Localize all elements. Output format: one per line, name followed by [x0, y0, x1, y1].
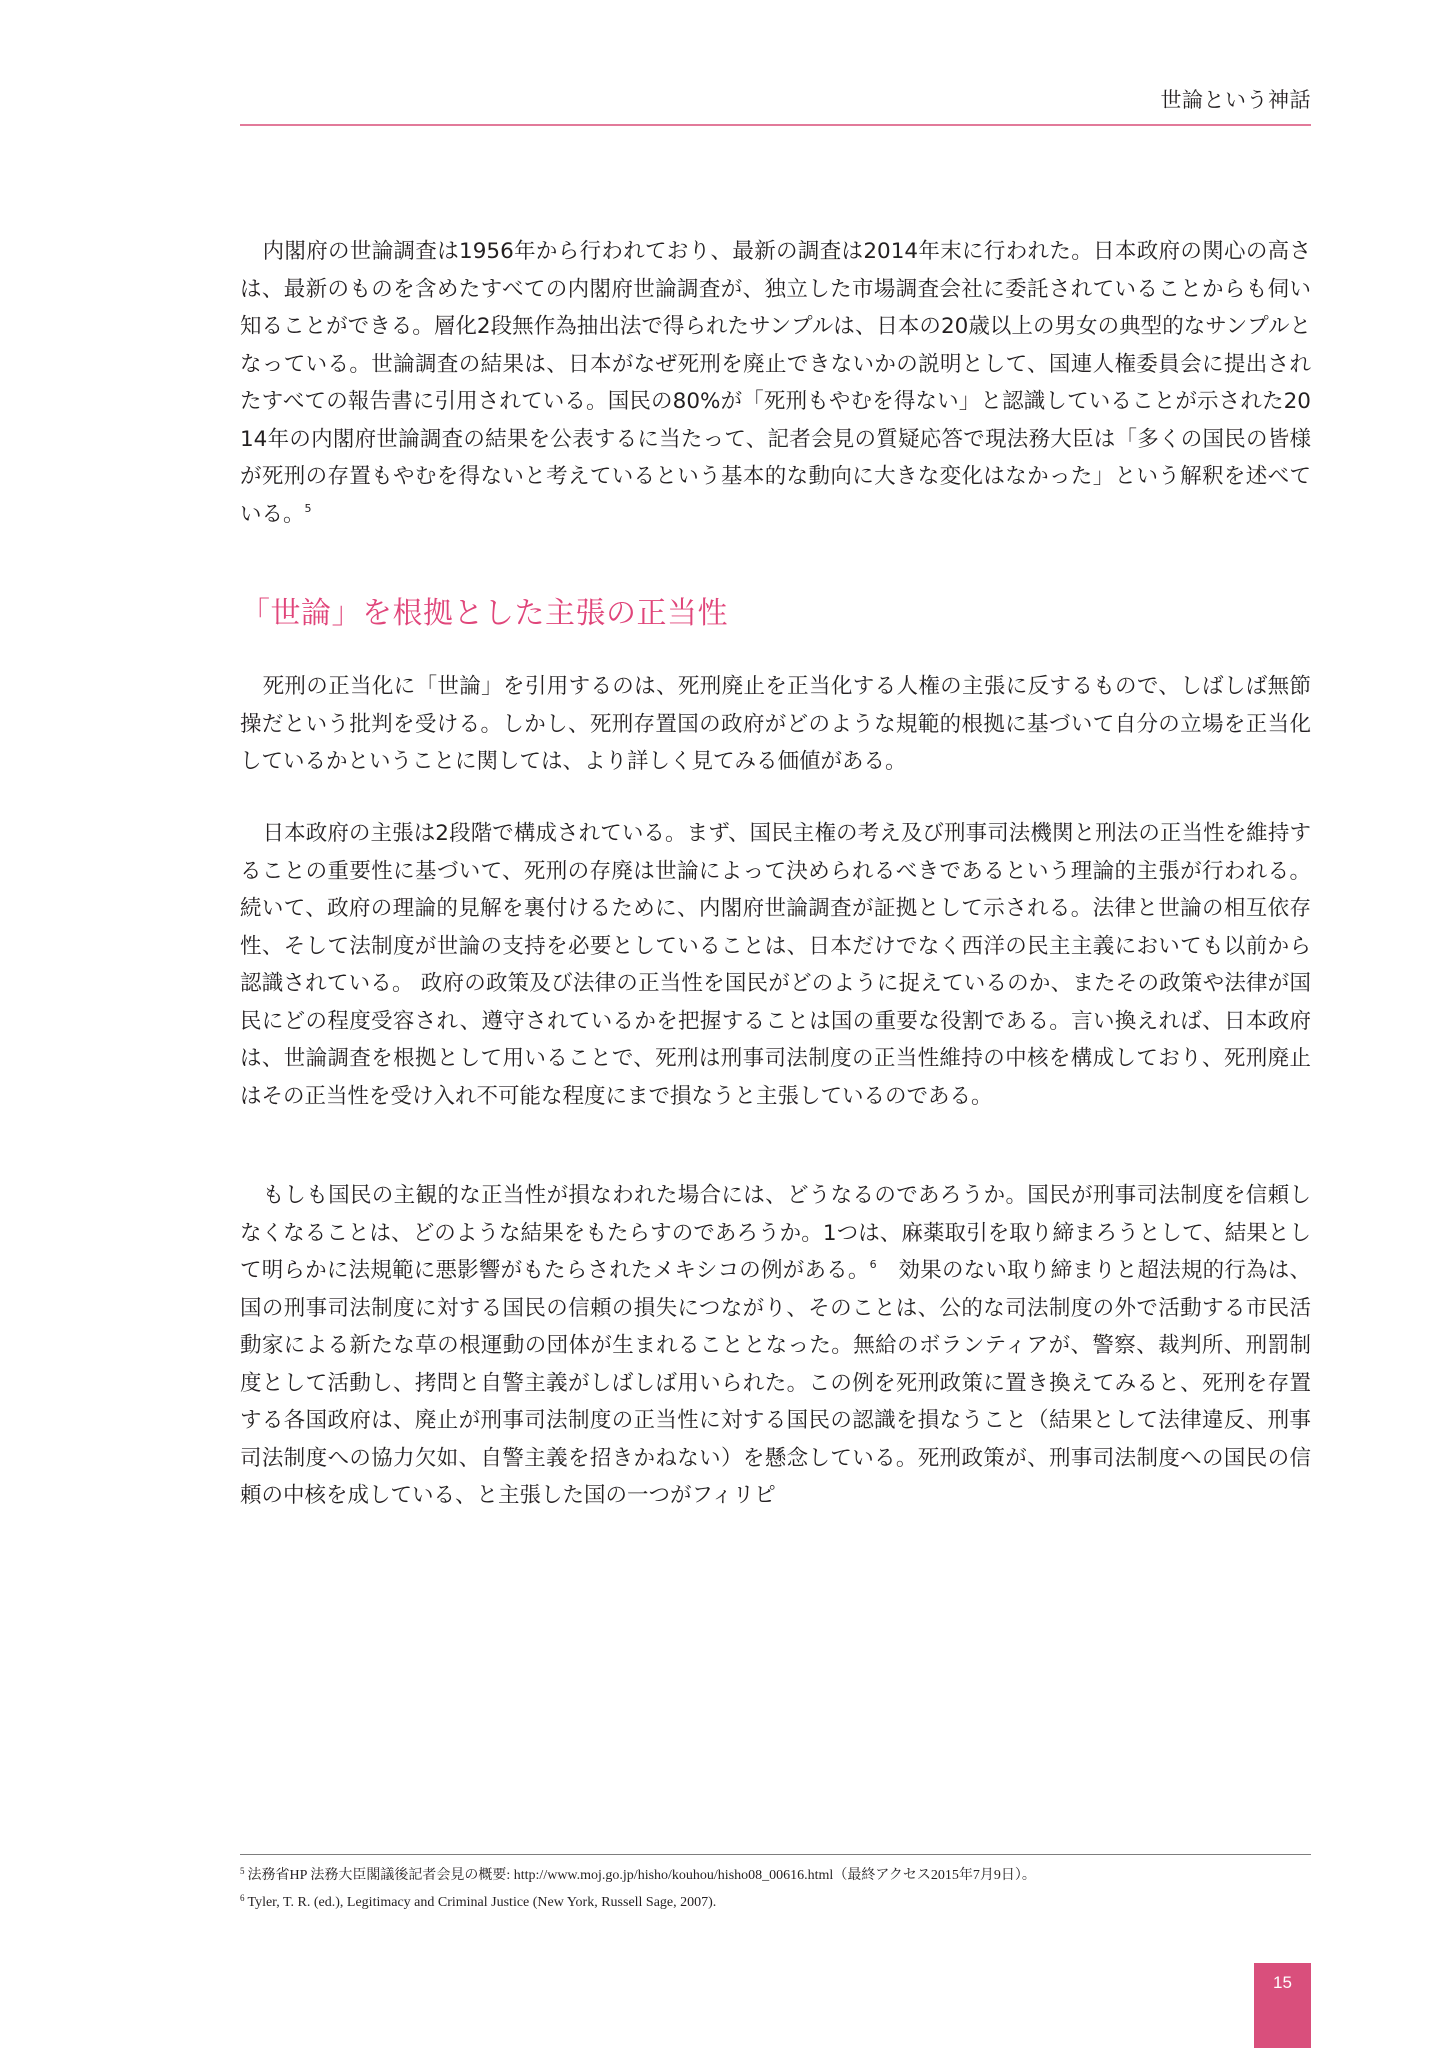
body-paragraph-2: 死刑の正当化に「世論」を引用するのは、死刑廃止を正当化する人権の主張に反するもので、しばしば無節操だという批判を受ける。しかし、死刑存置国の政府がどのような規範的根拠に基づいて自分の立場を正当化しているかということに関しては、より詳しく見てみる価値がある。	[240, 674, 1311, 774]
footnote-6-text: Tyler, T. R. (ed.), Legitimacy and Criminal Justice (New York, Russell Sage, 2007).	[247, 1895, 717, 1910]
header-divider	[240, 124, 1311, 126]
page-number: 15	[1273, 1973, 1292, 1992]
footnote-ref-5[interactable]: 5	[304, 501, 312, 515]
section-heading: 「世論」を根拠とした主張の正当性	[240, 596, 728, 631]
paragraph-4-text-a: もしも国民の主観的な正当性が損なわれた場合には、どうなるのであろうか。国民が刑事司法制度を信頼しなくなることは、どのような結果をもたらすのであろうか。1つは、麻薬取引を取り締まろうとして、結果として明らかに法規範に悪影響がもたらされたメキシコの例がある。	[240, 1183, 1311, 1283]
running-header-title: 世論という神話	[1160, 88, 1311, 112]
footnote-5-number: 5	[240, 1866, 245, 1876]
footnote-5-text: 法務省HP 法務大臣閣議後記者会見の概要: http://www.moj.go.jp/hisho/kouhou/hisho08_00616.html（最終アクセス2015年7月9日）。	[247, 1868, 1036, 1883]
body-paragraph-3: 日本政府の主張は2段階で構成されている。まず、国民主権の考え及び刑事司法機関と刑法の正当性を維持することの重要性に基づいて、死刑の存廃は世論によって決められるべきであるという理論的主張が行われる。続いて、政府の理論的見解を裏付けるために、内閣府世論調査が証拠として示される。法律と世論の相互依存性、そして法制度が世論の支持を必要としていることは、日本だけでなく西洋の民主主義においても以前から認識されている。 政府の政策及び法律の正当性を国民がどのように捉えているのか、またその政策や法律が国民にどの程度受容され、遵守されているかを把握することは国の重要な役割である。言い換えれば、日本政府は、世論調査を根拠として用いることで、死刑は刑事司法制度の正当性維持の中核を構成しており、死刑廃止はその正当性を受け入れ不可能な程度にまで損なうと主張しているのである。	[240, 821, 1311, 1109]
footnote-6-number: 6	[240, 1893, 245, 1903]
paragraph-4-text-b: 効果のない取り締まりと超法規的行為は、国の刑事司法制度に対する国民の信頼の損失につながり、そのことは、公的な司法制度の外で活動する市民活動家による新たな草の根運動の団体が生まれることとなった。無給のボランティアが、警察、裁判所、刑罰制度として活動し、拷問と自警主義がしばしば用いられた。この例を死刑政策に置き換えてみると、死刑を存置する各国政府は、廃止が刑事司法制度の正当性に対する国民の認識を損なうこと（結果として法律違反、刑事司法制度への協力欠如、自警主義を招きかねない）を懸念している。死刑政策が、刑事司法制度への国民の信頼の中核を成している、と主張した国の一つがフィリピ	[240, 1258, 1311, 1508]
footnote-5	[240, 1866, 1311, 1886]
footnote-divider	[240, 1854, 1311, 1855]
footnote-ref-6[interactable]: 6	[869, 1258, 877, 1271]
page-number-tab	[1254, 1963, 1311, 2048]
body-paragraph-1	[240, 233, 1311, 533]
footnote-6	[240, 1893, 1311, 1913]
paragraph-1-text: 内閣府の世論調査は1956年から行われており、最新の調査は2014年末に行われた。日本政府の関心の高さは、最新のものを含めたすべての内閣府世論調査が、独立した市場調査会社に委託されていることからも伺い知ることができる。層化2段無作為抽出法で得られたサンプルは、日本の20歳以上の男女の典型的なサンプルとなっている。世論調査の結果は、日本がなぜ死刑を廃止できないかの説明として、国連人権委員会に提出されたすべての報告書に引用されている。国民の80%が「死刑もやむを得ない」と認識していることが示された2014年の内閣府世論調査の結果を公表するに当たって、記者会見の質疑応答で現法務大臣は「多くの国民の皆様が死刑の存置もやむを得ないと考えているという基本的な動向に大きな変化はなかった」という解釈を述べている。	[240, 239, 1311, 527]
body-paragraph-4	[240, 1177, 1311, 1515]
